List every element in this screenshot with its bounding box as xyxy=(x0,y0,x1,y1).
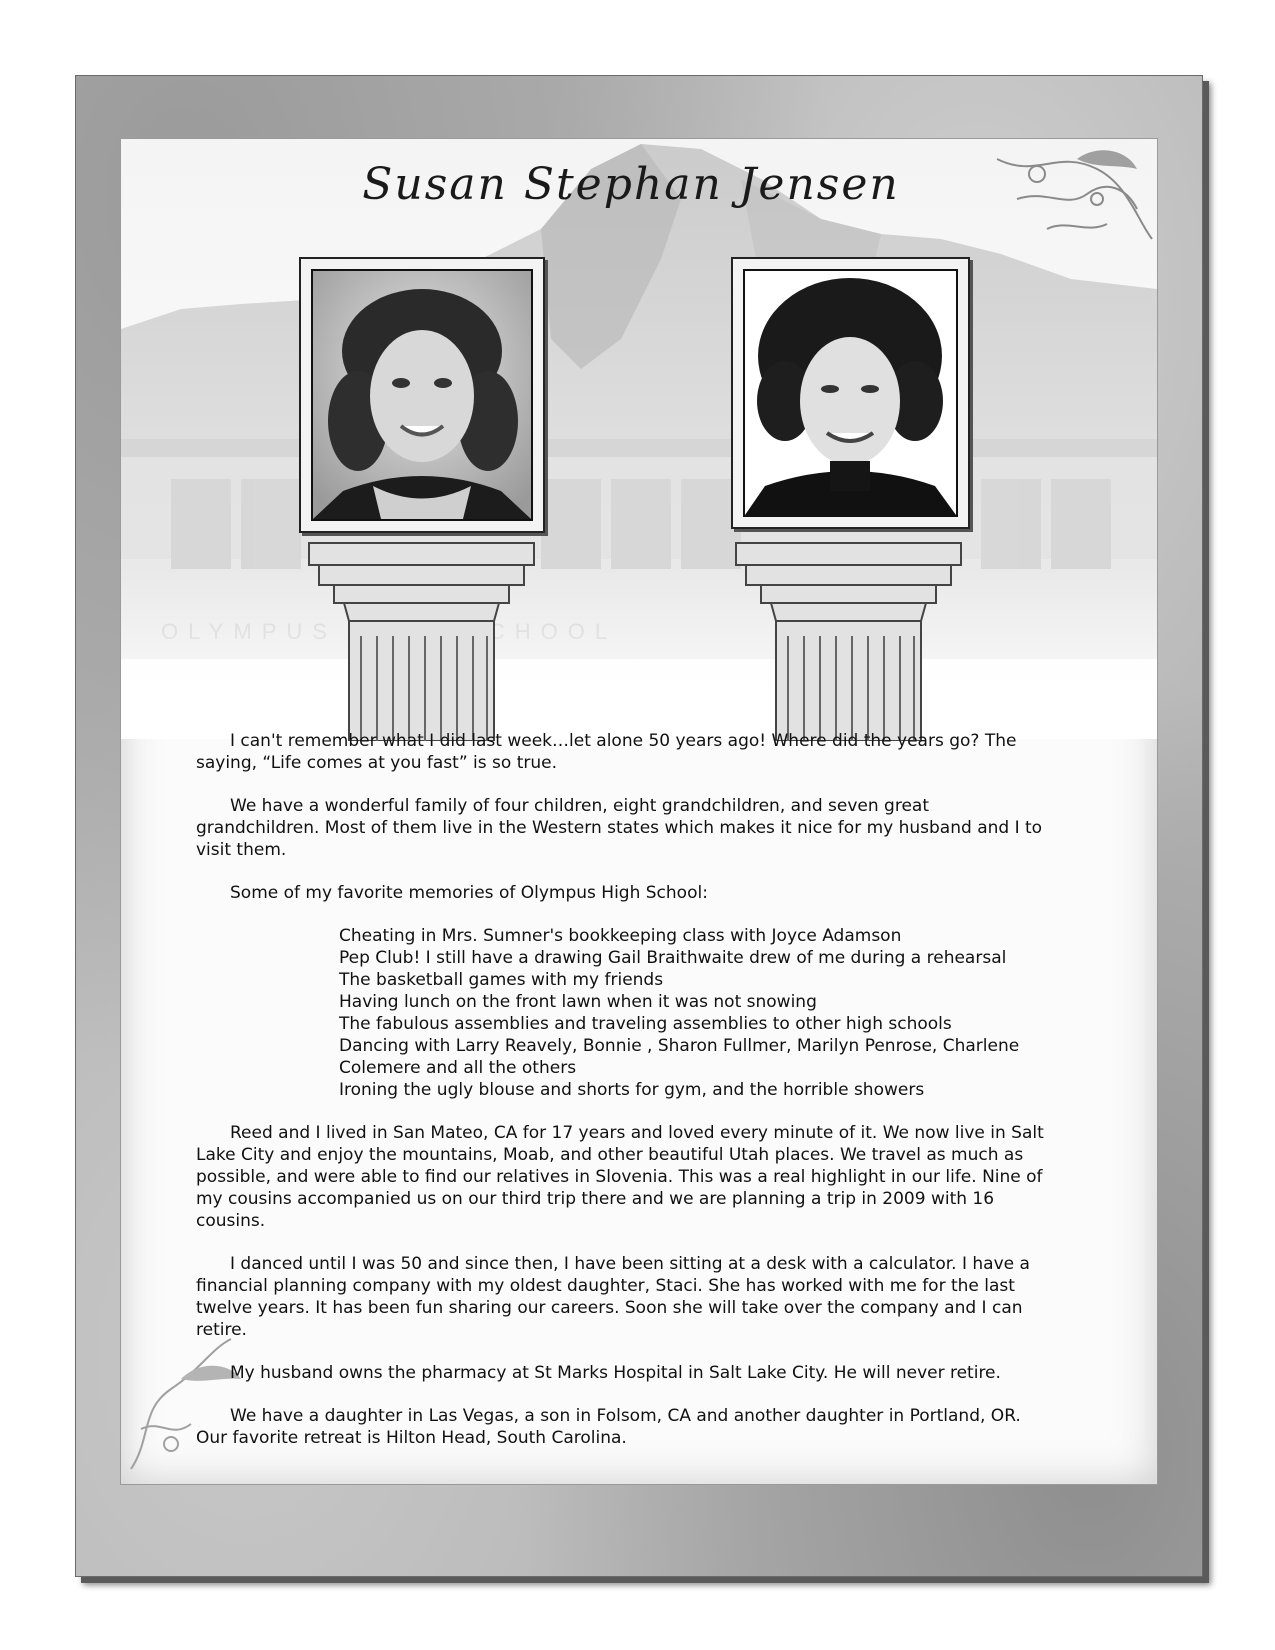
page-title: Susan Stephan Jensen xyxy=(362,159,900,210)
memory-item: Ironing the ugly blouse and shorts for gym, and the horrible showers xyxy=(339,1080,925,1100)
memory-item: The basketball games with my friends xyxy=(339,970,664,990)
pillar-right xyxy=(726,541,971,741)
memory-item: Having lunch on the front lawn when it was not snowing xyxy=(339,992,817,1012)
memory-item: Pep Club! I still have a drawing Gail Braithwaite drew of me during a rehearsal xyxy=(339,948,1007,968)
paragraph-career: I danced until I was 50 and since then, I have been sitting at a desk with a calculator. I have a financial planning company with my oldest daughter, Staci. She has worked with me for the last twelve years. It has been fun sharing our careers. Soon she will take over the company and I can retire. xyxy=(196,1254,1030,1340)
pillar-left xyxy=(299,541,544,741)
memory-item: The fabulous assemblies and traveling assemblies to other high schools xyxy=(339,1014,952,1034)
biography-text xyxy=(196,730,1046,1470)
memories-list xyxy=(339,925,1046,1101)
current-portrait-image xyxy=(743,269,958,517)
paragraph-travel: Reed and I lived in San Mateo, CA for 17 years and loved every minute of it. We now live in Salt Lake City and enjoy the mountains, Moab, and other beautiful Utah places. We travel as much as possible, and were able to find our relatives in Slovenia. This was a real highlight in our life. Nine of my cousins accompanied us on our third trip there and we are planning a trip in 2009 with 16 cousins. xyxy=(196,1123,1044,1231)
memory-item: Cheating in Mrs. Sumner's bookkeeping class with Joyce Adamson xyxy=(339,926,902,946)
photo-frame-yearbook xyxy=(299,257,545,533)
photo-frame-current xyxy=(731,257,970,529)
yearbook-portrait-image xyxy=(311,269,533,521)
memory-item: Dancing with Larry Reavely, Bonnie , Sharon Fullmer, Marilyn Penrose, Charlene Colemere and all the others xyxy=(339,1036,1020,1078)
paragraph-memories-intro: Some of my favorite memories of Olympus High School: xyxy=(230,883,708,903)
paragraph-intro: I can't remember what I did last week…let alone 50 years ago! Where did the years go? The saying, “Life comes at you fast” is so true. xyxy=(196,731,1017,773)
paragraph-children: We have a daughter in Las Vegas, a son in Folsom, CA and another daughter in Portland, OR. Our favorite retreat is Hilton Head, South Carolina. xyxy=(196,1406,1021,1448)
paragraph-husband: My husband owns the pharmacy at St Marks Hospital in Salt Lake City. He will never retire. xyxy=(230,1363,1001,1383)
paragraph-family: We have a wonderful family of four children, eight grandchildren, and seven great grandchildren. Most of them live in the Western states which makes it nice for my husband and I to visit them. xyxy=(196,796,1043,860)
corner-swirl-top-right xyxy=(977,139,1157,279)
